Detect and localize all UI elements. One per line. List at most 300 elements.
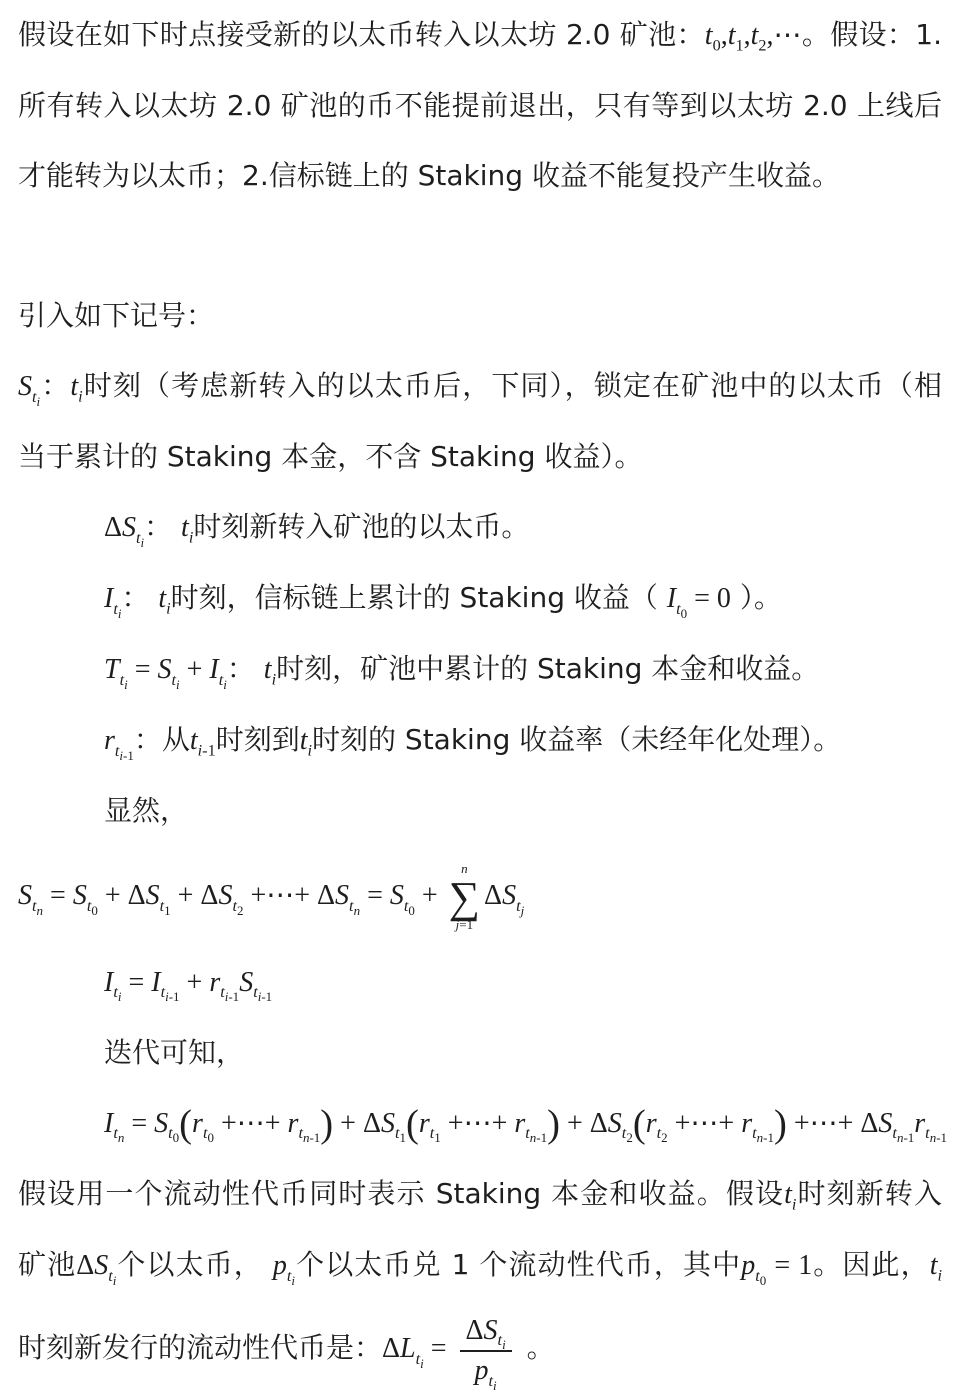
math-variable: t [349, 896, 354, 915]
subscript [937, 1267, 942, 1285]
math-variable: t [784, 1179, 792, 1211]
paren-icon: ) [320, 1103, 334, 1146]
math-variable: I [209, 654, 219, 685]
math-symbol: -1 [763, 1130, 774, 1146]
subscript [165, 990, 179, 1005]
text-run: 时刻新转入矿池的以太币。 [193, 510, 530, 543]
math-variable: t [403, 896, 409, 915]
math-variable: i [791, 1196, 797, 1214]
fraction-numerator [460, 1315, 512, 1352]
subscript [752, 1124, 774, 1146]
math-variable: t [119, 670, 125, 689]
math-symbol: -1 [936, 1130, 948, 1146]
math-variable: S [239, 966, 254, 998]
subscript [892, 1124, 915, 1146]
subscript [159, 896, 171, 918]
math-variable: S [18, 371, 32, 402]
math-symbol: 0 [680, 605, 688, 621]
math-variable: n [929, 1130, 937, 1146]
math-variable: T [104, 654, 120, 685]
subscript [32, 387, 41, 409]
math-variable: p [741, 1250, 756, 1282]
math-variable: i [78, 387, 83, 406]
subscript [488, 1371, 497, 1393]
math-variable: t [656, 1124, 662, 1143]
math-symbol: = [124, 1107, 155, 1139]
math-symbol: 0 [408, 902, 415, 918]
summation-symbol [449, 862, 480, 932]
math-variable: S [335, 880, 350, 911]
math-symbol: 1 [434, 1130, 441, 1146]
subscript [86, 896, 98, 918]
math-expression [299, 725, 313, 760]
math-symbol: = [43, 880, 73, 911]
math-variable: n [36, 902, 44, 918]
math-variable: i [117, 605, 122, 621]
text-run: 当于累计的 Staking 本金，不含 Staking 收益）。 [18, 440, 643, 473]
math-symbol: 1 [735, 36, 744, 55]
math-symbol: +⋯+ [667, 1107, 742, 1139]
math-variable: i [420, 1356, 424, 1372]
math-symbol: = 1 [766, 1250, 813, 1282]
math-variable: t [136, 528, 141, 547]
text-run: 才能转为以太币；2.信标链上的 Staking 收益不能复投产生收益。 [18, 159, 840, 192]
math-variable: t [727, 20, 736, 51]
math-symbol: -1 [168, 989, 180, 1005]
subscript [32, 896, 44, 918]
math-variable: S [389, 880, 404, 911]
def-S-line-1 [18, 351, 942, 422]
math-variable: S [154, 1107, 169, 1139]
math-expression [18, 371, 41, 409]
subscript [525, 1124, 548, 1146]
math-symbol: 1 [399, 1130, 406, 1146]
math-symbol: Δ [76, 1250, 95, 1282]
math-variable: t [929, 1250, 938, 1282]
math-variable: t [298, 1124, 303, 1143]
math-symbol: = [360, 880, 390, 911]
subscript [113, 1124, 125, 1146]
subscript [502, 1338, 506, 1353]
subscript [530, 1131, 547, 1146]
math-variable: S [380, 1107, 395, 1139]
math-expression [104, 966, 273, 1005]
math-variable: r [209, 966, 221, 998]
formula-I-expanded [18, 1088, 948, 1160]
math-expression [104, 725, 134, 763]
subscript [676, 599, 688, 621]
math-variable: S [94, 1250, 109, 1282]
math-variable: I [104, 966, 114, 998]
subscript [218, 670, 227, 692]
text-run: ： [40, 369, 71, 402]
math-variable: i [140, 534, 145, 550]
math-variable: t [113, 599, 118, 618]
subscript [119, 748, 133, 763]
math-expression [76, 1250, 117, 1289]
math-symbol: + Δ [333, 1107, 381, 1139]
text-run: ： [121, 581, 159, 614]
math-expression [272, 1250, 296, 1289]
iteration-label [18, 1018, 942, 1088]
math-variable: S [145, 880, 160, 911]
math-expression [382, 1314, 518, 1393]
math-symbol: = [121, 966, 152, 998]
subscript [171, 670, 180, 692]
math-variable: I [666, 583, 677, 614]
para-2-line-3 [18, 1301, 942, 1393]
text-run: 假设用一个流动性代币同时表示 Staking 本金和收益。假设 [18, 1177, 785, 1211]
math-variable: i [166, 599, 171, 618]
math-variable: L [400, 1333, 416, 1365]
math-expression [104, 583, 122, 621]
subscript [298, 1124, 321, 1146]
subscript [521, 903, 525, 918]
math-variable: p [272, 1250, 287, 1282]
math-expression [741, 1250, 813, 1289]
math-symbol: -1 [261, 989, 273, 1005]
math-variable: t [160, 983, 166, 1002]
math-variable: t [704, 20, 713, 51]
text-run: 时刻的 Staking 收益率（未经年化处理）。 [312, 723, 842, 756]
text-run: 时刻新转入 [796, 1177, 942, 1211]
math-variable: j [455, 917, 460, 933]
text-run: ： [144, 510, 182, 543]
math-symbol: +⋯+ [440, 1107, 515, 1139]
math-variable: t [86, 896, 92, 915]
math-variable: n [896, 1130, 904, 1146]
para-1-line-3 [18, 141, 942, 211]
math-variable: r [914, 1107, 926, 1139]
math-symbol: , [720, 20, 728, 51]
formula-I-recursive [18, 947, 942, 1018]
fraction-denominator [474, 1352, 497, 1393]
math-variable: i [223, 676, 227, 692]
text-run: ：从 [133, 723, 190, 756]
math-variable: r [645, 1107, 657, 1139]
math-variable: t [755, 1267, 760, 1285]
math-variable: t [253, 983, 258, 1002]
math-symbol: Δ [484, 880, 503, 911]
math-variable: t [516, 896, 521, 915]
math-symbol: = [423, 1333, 454, 1365]
notation-intro [18, 281, 942, 351]
math-variable: S [483, 1314, 498, 1346]
text-run: 时刻，矿池中累计的 Staking 本金和收益。 [276, 652, 820, 685]
math-symbol: 0 [172, 1130, 180, 1146]
math-variable: t [189, 725, 198, 756]
math-variable: t [299, 725, 308, 756]
math-symbol: -1 [903, 1130, 915, 1146]
subscript [735, 37, 743, 55]
math-variable: t [429, 1124, 435, 1143]
math-variable: t [232, 896, 237, 915]
math-variable: S [607, 1107, 622, 1139]
math-symbol: +⋯+ Δ [786, 1107, 879, 1139]
subscript [394, 1124, 406, 1146]
math-variable: i [197, 741, 203, 760]
math-variable: n [302, 1130, 310, 1146]
fraction [460, 1314, 512, 1393]
math-variable: r [104, 725, 115, 756]
def-delta-S [18, 492, 942, 563]
subscript [198, 742, 216, 760]
math-symbol: Δ [382, 1333, 401, 1365]
math-variable: n [117, 1130, 125, 1146]
para-1-line-1 [18, 0, 942, 71]
math-variable: n [353, 902, 361, 918]
math-expression [18, 861, 525, 933]
subscript [253, 983, 273, 1005]
subscript [497, 1331, 506, 1353]
paren-icon: ( [405, 1103, 419, 1146]
math-expression [181, 512, 194, 547]
math-symbol: + [414, 880, 445, 911]
math-symbol: Δ [465, 1314, 484, 1346]
math-variable: p [474, 1354, 489, 1386]
subscript [303, 1131, 320, 1146]
math-expression [929, 1250, 942, 1285]
text-run: 。因此， [812, 1248, 930, 1282]
subscript [755, 1267, 767, 1289]
math-variable: I [104, 1107, 114, 1139]
math-variable: t [168, 1124, 173, 1143]
math-expression [666, 583, 731, 621]
math-variable: n [461, 861, 468, 877]
math-symbol: + Δ [560, 1107, 608, 1139]
math-symbol: -1 [536, 1130, 548, 1146]
math-variable: t [159, 896, 165, 915]
text-run: 显然， [104, 794, 189, 827]
paren-icon: ) [547, 1103, 560, 1146]
subscript [136, 528, 145, 550]
math-symbol: 0 [759, 1273, 767, 1289]
subscript [429, 1124, 441, 1146]
math-symbol: -1 [228, 989, 240, 1005]
text-run: 引入如下记号： [18, 299, 215, 332]
para-2-line-2 [18, 1230, 942, 1301]
math-variable: t [32, 896, 37, 915]
def-S-line-2 [18, 422, 942, 492]
math-variable: i [502, 1337, 506, 1353]
text-run: ）。 [730, 581, 782, 614]
text-run: ： [226, 652, 264, 685]
math-variable: i [188, 528, 194, 547]
paren-icon: ) [773, 1103, 787, 1146]
math-expression [158, 583, 171, 618]
math-variable: t [263, 654, 272, 685]
subscript [349, 896, 361, 918]
math-variable: I [151, 966, 161, 998]
blank-line [18, 211, 942, 281]
math-variable: t [497, 1331, 503, 1350]
math-expression [189, 725, 216, 760]
math-variable: t [32, 387, 37, 406]
math-variable: i [119, 747, 124, 763]
math-symbol: + [179, 966, 210, 998]
subscript [621, 1124, 633, 1146]
math-symbol: 0 [207, 1130, 214, 1146]
math-variable: i [291, 1273, 296, 1289]
subscript [516, 896, 525, 918]
subscript [656, 1124, 668, 1146]
math-variable: r [418, 1107, 430, 1139]
paren-icon: ( [632, 1103, 646, 1146]
subscript [202, 1124, 214, 1146]
text-run: 时刻，信标链上累计的 Staking 收益（ [170, 581, 667, 614]
text-run: 个以太币兑 1 个流动性代币，其中 [295, 1248, 742, 1282]
math-variable: r [741, 1107, 753, 1139]
text-run: 时刻到 [215, 723, 300, 756]
math-variable: i [271, 670, 277, 689]
subscript [415, 1350, 424, 1372]
subscript [225, 990, 239, 1005]
math-variable: S [18, 880, 32, 911]
sum-lower-limit [456, 918, 473, 932]
subscript [220, 983, 240, 1005]
math-variable: n [529, 1130, 537, 1146]
def-r [18, 705, 942, 776]
math-symbol: 1 [164, 902, 171, 918]
formula-S-cumulative [18, 846, 942, 947]
math-variable: i [257, 989, 262, 1005]
math-variable: t [171, 670, 177, 689]
math-symbol: -1 [309, 1130, 321, 1146]
subscript [232, 896, 244, 918]
math-symbol: 0 [712, 36, 721, 55]
math-variable: t [158, 583, 167, 614]
subscript [758, 37, 766, 55]
math-symbol: -1 [123, 747, 134, 763]
subscript [286, 1267, 296, 1289]
math-symbol: 2 [758, 36, 767, 55]
def-I [18, 563, 942, 634]
subscript [930, 1131, 947, 1146]
math-variable: r [192, 1107, 203, 1139]
math-variable: n [756, 1130, 764, 1146]
math-symbol: Δ [104, 512, 123, 543]
math-expression [104, 654, 227, 692]
document-body [18, 0, 948, 1393]
math-symbol: =1 [459, 917, 474, 933]
math-symbol: + Δ [170, 880, 219, 911]
math-expression [704, 20, 802, 55]
math-variable: I [104, 583, 114, 614]
math-expression [263, 654, 277, 689]
math-variable: t [70, 371, 79, 402]
subscript [493, 1378, 497, 1393]
text-run: 矿池 [18, 1248, 77, 1282]
math-variable: t [394, 1124, 400, 1143]
subscript [160, 983, 180, 1005]
subscript [897, 1131, 914, 1146]
math-expression [104, 1103, 948, 1146]
subscript [114, 741, 134, 763]
math-symbol: 2 [236, 902, 244, 918]
math-variable: t [488, 1371, 494, 1390]
math-symbol: = 0 [687, 583, 731, 614]
math-variable: t [181, 512, 189, 543]
text-run: 时刻新发行的流动性代币是： [18, 1331, 383, 1365]
math-expression [70, 371, 83, 406]
para-2-line-1 [18, 1159, 942, 1230]
math-variable: i [36, 393, 41, 409]
math-variable: r [514, 1107, 526, 1139]
math-variable: r [287, 1107, 299, 1139]
math-variable: t [202, 1124, 208, 1143]
math-symbol: 0 [91, 902, 98, 918]
def-T [18, 634, 942, 705]
obviously-label [18, 776, 942, 846]
math-variable: t [108, 1267, 113, 1285]
math-variable: S [72, 880, 87, 911]
text-run: 时刻（考虑新转入的以太币后，下同），锁定在矿池中的以太币（相 [82, 369, 942, 402]
text-run: 。 [517, 1331, 555, 1365]
math-symbol: +⋯+ Δ [243, 880, 336, 911]
math-variable: t [114, 741, 120, 760]
math-variable: t [925, 1124, 930, 1143]
math-variable: i [117, 989, 122, 1005]
math-variable: i [937, 1267, 942, 1285]
math-symbol: + Δ [97, 880, 146, 911]
math-variable: i [224, 989, 229, 1005]
math-symbol: ,⋯ [766, 20, 802, 51]
subscript [258, 990, 272, 1005]
math-symbol: +⋯+ [213, 1107, 288, 1139]
math-variable: S [218, 880, 233, 911]
math-variable: S [157, 654, 172, 685]
math-variable: j [520, 902, 525, 918]
math-expression [784, 1179, 797, 1214]
math-variable: t [750, 20, 759, 51]
text-run: 所有转入以太坊 2.0 矿池的币不能提前退出，只有等到以太坊 2.0 上线后 [18, 89, 942, 122]
math-variable: t [113, 983, 118, 1002]
math-variable: i [112, 1273, 117, 1289]
text-run: 迭代可知， [104, 1035, 245, 1069]
math-symbol: -1 [202, 741, 216, 760]
math-variable: i [176, 676, 180, 692]
paren-icon: ( [179, 1103, 193, 1146]
math-symbol: 2 [661, 1130, 668, 1146]
math-variable: t [113, 1124, 118, 1143]
math-variable: i [493, 1377, 497, 1393]
subscript [403, 896, 415, 918]
math-variable: t [218, 670, 224, 689]
subscript [757, 1131, 774, 1146]
subscript [168, 1124, 180, 1146]
math-variable: i [124, 676, 128, 692]
math-variable: t [676, 599, 681, 618]
math-variable: t [415, 1350, 421, 1368]
subscript [713, 37, 721, 55]
math-variable: t [621, 1124, 627, 1143]
text-run: 。假设：1. [801, 18, 942, 51]
math-variable: t [286, 1267, 292, 1285]
math-symbol: 2 [626, 1130, 633, 1146]
subscript [925, 1124, 948, 1146]
math-symbol: , [743, 20, 751, 51]
math-symbol: + [179, 654, 210, 685]
math-variable: t [525, 1124, 530, 1143]
math-variable: i [307, 741, 313, 760]
math-expression [104, 512, 145, 550]
math-variable: S [502, 880, 517, 911]
math-variable: S [878, 1107, 893, 1139]
math-variable: i [165, 989, 169, 1005]
math-variable: t [220, 983, 225, 1002]
math-symbol: = [127, 654, 158, 685]
text-run: 假设在如下时点接受新的以太币转入以太坊 2.0 矿池： [18, 18, 705, 51]
